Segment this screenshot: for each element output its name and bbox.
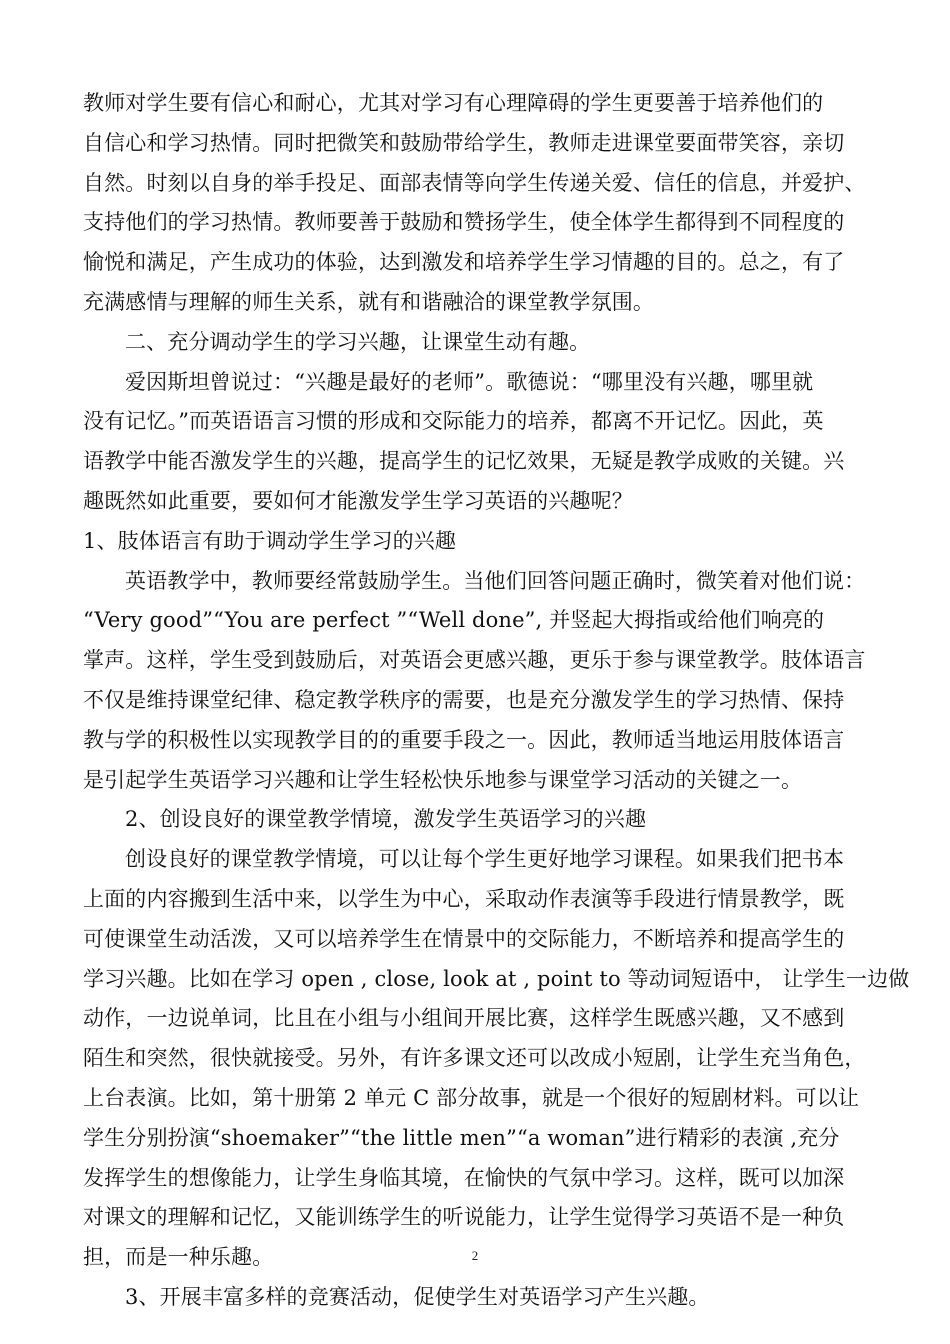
text-line: 陌生和突然，很快就接受。另外，有许多课文还可以改成小短剧，让学生充当角色， bbox=[83, 1046, 866, 1071]
text-line: 教与学的积极性以实现教学目的的重要手段之一。因此，教师适当地运用肢体语言 bbox=[83, 727, 845, 752]
text-line: 趣既然如此重要，要如何才能激发学生学习英语的兴趣呢？ bbox=[83, 488, 633, 513]
text-line: 教师对学生要有信心和耐心，尤其对学习有心理障碍的学生更要善于培养他们的 bbox=[83, 91, 824, 115]
text-line: 爱因斯坦曾说过：“兴趣是最好的老师”。歌德说：“哪里没有兴趣，哪里就 bbox=[125, 369, 814, 394]
page-number: 2 bbox=[471, 1248, 479, 1263]
text-line: 掌声。这样，学生受到鼓励后，对英语会更感兴趣，更乐于参与课堂教学。肢体语言 bbox=[83, 648, 866, 673]
document-body bbox=[83, 84, 910, 1318]
text-line: 语教学中能否激发学生的兴趣，提高学生的记忆效果，无疑是教学成败的关键。兴 bbox=[83, 449, 845, 474]
text-line: 学习兴趣。比如在学习 open , close, look at , point to 等动词短语中， 让学生一边做 bbox=[83, 966, 910, 991]
text-line: 愉悦和满足，产生成功的体验，达到激发和培养学生学习情趣的目的。总之，有了 bbox=[83, 250, 845, 275]
text-line: 没有记忆。”而英语语言习惯的形成和交际能力的培养，都离不开记忆。因此，英 bbox=[83, 409, 824, 434]
text-line: 不仅是维持课堂纪律、稳定教学秩序的需要，也是充分激发学生的学习热情、保持 bbox=[83, 687, 845, 712]
text-line: 担，而是一种乐趣。 bbox=[83, 1245, 274, 1270]
text-line: 发挥学生的想像能力，让学生身临其境，在愉快的气氛中学习。这样，既可以加深 bbox=[83, 1165, 845, 1190]
text-line: 学生分别扮演“shoemaker”“the little men”“a woman”进行精彩的表演 ,充分 bbox=[83, 1125, 840, 1150]
text-line: 充满感情与理解的师生关系，就有和谐融洽的课堂教学氛围。 bbox=[83, 289, 655, 314]
text-line: 创设良好的课堂教学情境，可以让每个学生更好地学习课程。如果我们把书本 bbox=[125, 847, 845, 872]
text-line: 上台表演。比如，第十册第 2 单元 C 部分故事，就是一个很好的短剧材料。可以让 bbox=[83, 1085, 860, 1110]
subsection-heading: 3、开展丰富多样的竞赛活动，促使学生对英语学习产生兴趣。 bbox=[125, 1284, 710, 1309]
text-line: 对课文的理解和记忆，又能训练学生的听说能力，让学生觉得学习英语不是一种负 bbox=[83, 1205, 845, 1230]
text-line: 上面的内容搬到生活中来，以学生为中心，采取动作表演等手段进行情景教学，既 bbox=[83, 886, 845, 911]
text-line: “Very good”“You are perfect ”“Well done”, 并竖起大拇指或给他们响亮的 bbox=[83, 608, 825, 633]
subsection-heading: 1、肢体语言有助于调动学生学习的兴趣 bbox=[83, 528, 457, 553]
subsection-heading: 2、创设良好的课堂教学情境，激发学生英语学习的兴趣 bbox=[125, 807, 647, 832]
text-line: 可使课堂生动活泼，又可以培养学生在情景中的交际能力，不断培养和提高学生的 bbox=[83, 926, 845, 951]
text-line: 动作，一边说单词，比且在小组与小组间开展比赛，这样学生既感兴趣，又不感到 bbox=[83, 1006, 845, 1031]
section-heading: 二、充分调动学生的学习兴趣，让课堂生动有趣。 bbox=[125, 329, 591, 354]
text-line: 是引起学生英语学习兴趣和让学生轻松快乐地参与课堂学习活动的关键之一。 bbox=[83, 767, 803, 792]
text-line: 自信心和学习热情。同时把微笑和鼓励带给学生，教师走进课堂要面带笑容，亲切 bbox=[83, 130, 845, 155]
text-line: 自然。时刻以自身的举手投足、面部表情等向学生传递关爱、信任的信息，并爱护、 bbox=[83, 170, 866, 195]
text-line: 支持他们的学习热情。教师要善于鼓励和赞扬学生，使全体学生都得到不同程度的 bbox=[83, 210, 845, 235]
text-line: 英语教学中，教师要经常鼓励学生。当他们回答问题正确时，微笑着对他们说： bbox=[125, 568, 866, 593]
